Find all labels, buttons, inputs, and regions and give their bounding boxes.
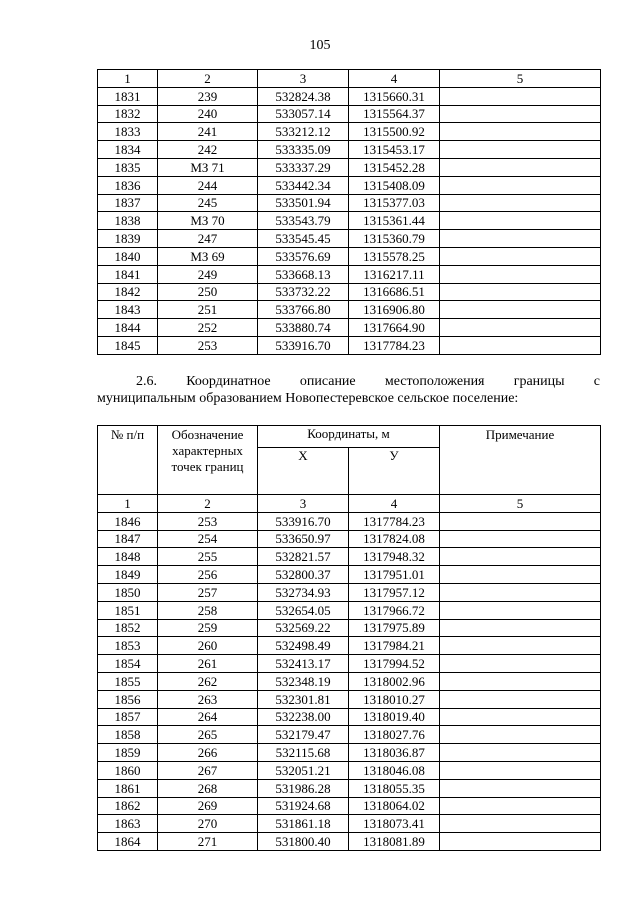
cell-y: 1318036.87 bbox=[349, 744, 440, 762]
cell-note bbox=[440, 530, 601, 548]
cell-note bbox=[440, 672, 601, 690]
cell-point-number: 1842 bbox=[98, 283, 158, 301]
cell-x: 533057.14 bbox=[258, 105, 349, 123]
cell-note bbox=[440, 761, 601, 779]
table-row bbox=[98, 601, 601, 619]
column-number: 3 bbox=[258, 495, 349, 513]
table-row bbox=[98, 212, 601, 230]
cell-note bbox=[440, 655, 601, 673]
cell-note bbox=[440, 833, 601, 851]
cell-point-designation: 261 bbox=[158, 655, 258, 673]
table-row bbox=[98, 761, 601, 779]
coordinates-table bbox=[97, 425, 601, 851]
cell-point-number: 1849 bbox=[98, 566, 158, 584]
table-row bbox=[98, 744, 601, 762]
cell-point-number: 1836 bbox=[98, 176, 158, 194]
cell-note bbox=[440, 265, 601, 283]
column-number: 5 bbox=[440, 495, 601, 513]
cell-x: 533501.94 bbox=[258, 194, 349, 212]
cell-point-designation: 247 bbox=[158, 230, 258, 248]
column-number: 2 bbox=[158, 70, 258, 88]
cell-note bbox=[440, 194, 601, 212]
cell-note bbox=[440, 566, 601, 584]
cell-note bbox=[440, 141, 601, 159]
cell-point-number: 1840 bbox=[98, 247, 158, 265]
cell-point-designation: 242 bbox=[158, 141, 258, 159]
header-x: X bbox=[258, 448, 349, 495]
cell-x: 532654.05 bbox=[258, 601, 349, 619]
cell-point-number: 1852 bbox=[98, 619, 158, 637]
cell-y: 1315408.09 bbox=[349, 176, 440, 194]
table-row bbox=[98, 548, 601, 566]
cell-point-designation: 253 bbox=[158, 336, 258, 354]
cell-x: 533916.70 bbox=[258, 336, 349, 354]
cell-point-designation: 253 bbox=[158, 512, 258, 530]
cell-y: 1317824.08 bbox=[349, 530, 440, 548]
table-row bbox=[98, 105, 601, 123]
cell-note bbox=[440, 105, 601, 123]
cell-point-designation: 252 bbox=[158, 319, 258, 337]
table-row bbox=[98, 655, 601, 673]
cell-point-designation: МЗ 69 bbox=[158, 247, 258, 265]
cell-point-designation: 240 bbox=[158, 105, 258, 123]
cell-y: 1317784.23 bbox=[349, 336, 440, 354]
cell-note bbox=[440, 637, 601, 655]
header-y: У bbox=[349, 448, 440, 495]
cell-x: 533880.74 bbox=[258, 319, 349, 337]
cell-note bbox=[440, 176, 601, 194]
cell-point-number: 1854 bbox=[98, 655, 158, 673]
section-heading-word: описание bbox=[299, 374, 356, 389]
table-row bbox=[98, 319, 601, 337]
cell-y: 1316686.51 bbox=[349, 283, 440, 301]
cell-point-designation: 258 bbox=[158, 601, 258, 619]
cell-y: 1317994.52 bbox=[349, 655, 440, 673]
cell-note bbox=[440, 247, 601, 265]
header-note: Примечание bbox=[440, 426, 601, 495]
cell-point-number: 1848 bbox=[98, 548, 158, 566]
cell-x: 531924.68 bbox=[258, 797, 349, 815]
cell-point-designation: 266 bbox=[158, 744, 258, 762]
column-number: 5 bbox=[440, 70, 601, 88]
cell-x: 532821.57 bbox=[258, 548, 349, 566]
section-heading bbox=[97, 373, 600, 407]
cell-point-number: 1864 bbox=[98, 833, 158, 851]
section-heading-word: с bbox=[593, 374, 600, 389]
cell-point-designation: 241 bbox=[158, 123, 258, 141]
cell-y: 1317951.01 bbox=[349, 566, 440, 584]
cell-note bbox=[440, 230, 601, 248]
cell-x: 533337.29 bbox=[258, 158, 349, 176]
cell-point-designation: 239 bbox=[158, 87, 258, 105]
cell-y: 1317664.90 bbox=[349, 319, 440, 337]
cell-y: 1318046.08 bbox=[349, 761, 440, 779]
cell-point-number: 1857 bbox=[98, 708, 158, 726]
cell-y: 1315361.44 bbox=[349, 212, 440, 230]
cell-x: 532569.22 bbox=[258, 619, 349, 637]
table-row bbox=[98, 815, 601, 833]
cell-point-number: 1838 bbox=[98, 212, 158, 230]
cell-point-number: 1846 bbox=[98, 512, 158, 530]
table-row bbox=[98, 690, 601, 708]
cell-y: 1315578.25 bbox=[349, 247, 440, 265]
cell-point-designation: 251 bbox=[158, 301, 258, 319]
cell-y: 1316217.11 bbox=[349, 265, 440, 283]
cell-y: 1318027.76 bbox=[349, 726, 440, 744]
cell-point-number: 1839 bbox=[98, 230, 158, 248]
table-row bbox=[98, 123, 601, 141]
table-row bbox=[98, 672, 601, 690]
table-row bbox=[98, 265, 601, 283]
cell-x: 532301.81 bbox=[258, 690, 349, 708]
table-row bbox=[98, 833, 601, 851]
cell-note bbox=[440, 158, 601, 176]
cell-note bbox=[440, 797, 601, 815]
cell-y: 1317784.23 bbox=[349, 512, 440, 530]
cell-note bbox=[440, 336, 601, 354]
cell-note bbox=[440, 619, 601, 637]
section-heading-line2: муниципальным образованием Новопестеревское сельское поселение: bbox=[97, 391, 519, 406]
section-heading-word: местоположения bbox=[384, 374, 485, 389]
cell-y: 1317975.89 bbox=[349, 619, 440, 637]
cell-point-number: 1831 bbox=[98, 87, 158, 105]
cell-x: 533543.79 bbox=[258, 212, 349, 230]
header-point-number: № п/п bbox=[98, 426, 158, 495]
cell-point-number: 1863 bbox=[98, 815, 158, 833]
cell-point-number: 1841 bbox=[98, 265, 158, 283]
cell-point-number: 1837 bbox=[98, 194, 158, 212]
page-number: 105 bbox=[309, 38, 331, 53]
header-point-designation: Обозначение характерных точек границ bbox=[158, 426, 258, 495]
cell-x: 533442.34 bbox=[258, 176, 349, 194]
cell-y: 1315452.28 bbox=[349, 158, 440, 176]
cell-point-number: 1835 bbox=[98, 158, 158, 176]
column-number-row bbox=[98, 70, 601, 88]
table-row bbox=[98, 619, 601, 637]
table-row bbox=[98, 301, 601, 319]
cell-x: 532800.37 bbox=[258, 566, 349, 584]
cell-x: 532824.38 bbox=[258, 87, 349, 105]
cell-point-designation: 262 bbox=[158, 672, 258, 690]
cell-x: 533732.22 bbox=[258, 283, 349, 301]
cell-x: 533545.45 bbox=[258, 230, 349, 248]
cell-point-designation: 249 bbox=[158, 265, 258, 283]
cell-x: 533766.80 bbox=[258, 301, 349, 319]
cell-note bbox=[440, 726, 601, 744]
column-number: 1 bbox=[98, 70, 158, 88]
table-row bbox=[98, 141, 601, 159]
cell-x: 531800.40 bbox=[258, 833, 349, 851]
cell-y: 1315564.37 bbox=[349, 105, 440, 123]
cell-point-designation: МЗ 70 bbox=[158, 212, 258, 230]
table-row bbox=[98, 512, 601, 530]
cell-point-number: 1861 bbox=[98, 779, 158, 797]
column-number: 2 bbox=[158, 495, 258, 513]
cell-y: 1317957.12 bbox=[349, 583, 440, 601]
cell-x: 532734.93 bbox=[258, 583, 349, 601]
cell-x: 532348.19 bbox=[258, 672, 349, 690]
cell-y: 1318055.35 bbox=[349, 779, 440, 797]
column-number: 1 bbox=[98, 495, 158, 513]
cell-y: 1317984.21 bbox=[349, 637, 440, 655]
cell-point-designation: 271 bbox=[158, 833, 258, 851]
cell-point-designation: 264 bbox=[158, 708, 258, 726]
cell-y: 1316906.80 bbox=[349, 301, 440, 319]
cell-point-designation: 244 bbox=[158, 176, 258, 194]
table-row bbox=[98, 583, 601, 601]
table-row bbox=[98, 779, 601, 797]
cell-note bbox=[440, 87, 601, 105]
cell-point-number: 1862 bbox=[98, 797, 158, 815]
table-row bbox=[98, 283, 601, 301]
section-heading-line1 bbox=[97, 373, 600, 390]
cell-point-designation: 255 bbox=[158, 548, 258, 566]
cell-point-designation: 263 bbox=[158, 690, 258, 708]
column-number: 4 bbox=[349, 70, 440, 88]
table-row bbox=[98, 194, 601, 212]
cell-y: 1318010.27 bbox=[349, 690, 440, 708]
cell-y: 1318002.96 bbox=[349, 672, 440, 690]
cell-x: 533212.12 bbox=[258, 123, 349, 141]
cell-y: 1318081.89 bbox=[349, 833, 440, 851]
cell-x: 533335.09 bbox=[258, 141, 349, 159]
cell-point-number: 1850 bbox=[98, 583, 158, 601]
section-heading-word: Координатное bbox=[186, 374, 271, 389]
cell-y: 1318019.40 bbox=[349, 708, 440, 726]
cell-point-number: 1851 bbox=[98, 601, 158, 619]
cell-point-designation: 254 bbox=[158, 530, 258, 548]
cell-x: 532413.17 bbox=[258, 655, 349, 673]
table-row bbox=[98, 336, 601, 354]
cell-point-designation: 269 bbox=[158, 797, 258, 815]
cell-point-number: 1844 bbox=[98, 319, 158, 337]
table-row bbox=[98, 637, 601, 655]
cell-point-designation: 260 bbox=[158, 637, 258, 655]
cell-note bbox=[440, 512, 601, 530]
table-row bbox=[98, 708, 601, 726]
cell-point-designation: 257 bbox=[158, 583, 258, 601]
cell-point-designation: 250 bbox=[158, 283, 258, 301]
section-heading-word: границы bbox=[513, 374, 565, 389]
cell-note bbox=[440, 601, 601, 619]
table-row bbox=[98, 726, 601, 744]
cell-note bbox=[440, 744, 601, 762]
cell-point-designation: 245 bbox=[158, 194, 258, 212]
cell-point-number: 1834 bbox=[98, 141, 158, 159]
cell-point-number: 1859 bbox=[98, 744, 158, 762]
cell-x: 533668.13 bbox=[258, 265, 349, 283]
cell-x: 532498.49 bbox=[258, 637, 349, 655]
column-number: 3 bbox=[258, 70, 349, 88]
cell-point-number: 1860 bbox=[98, 761, 158, 779]
cell-y: 1315660.31 bbox=[349, 87, 440, 105]
coordinates-table-continued bbox=[97, 69, 601, 355]
cell-x: 532238.00 bbox=[258, 708, 349, 726]
cell-y: 1318073.41 bbox=[349, 815, 440, 833]
cell-y: 1315377.03 bbox=[349, 194, 440, 212]
table-row bbox=[98, 158, 601, 176]
table-row bbox=[98, 530, 601, 548]
cell-point-number: 1853 bbox=[98, 637, 158, 655]
cell-x: 531986.28 bbox=[258, 779, 349, 797]
cell-point-designation: 270 bbox=[158, 815, 258, 833]
cell-note bbox=[440, 123, 601, 141]
table-row bbox=[98, 566, 601, 584]
cell-y: 1317966.72 bbox=[349, 601, 440, 619]
column-number: 4 bbox=[349, 495, 440, 513]
cell-x: 532179.47 bbox=[258, 726, 349, 744]
table-row bbox=[98, 87, 601, 105]
cell-point-designation: 268 bbox=[158, 779, 258, 797]
cell-y: 1318064.02 bbox=[349, 797, 440, 815]
table-row bbox=[98, 797, 601, 815]
table-header-row bbox=[98, 426, 601, 448]
table-row bbox=[98, 230, 601, 248]
cell-note bbox=[440, 708, 601, 726]
table-row bbox=[98, 176, 601, 194]
cell-x: 533916.70 bbox=[258, 512, 349, 530]
cell-x: 533576.69 bbox=[258, 247, 349, 265]
cell-point-number: 1843 bbox=[98, 301, 158, 319]
cell-point-number: 1856 bbox=[98, 690, 158, 708]
cell-point-designation: МЗ 71 bbox=[158, 158, 258, 176]
cell-y: 1315453.17 bbox=[349, 141, 440, 159]
cell-note bbox=[440, 319, 601, 337]
cell-point-number: 1833 bbox=[98, 123, 158, 141]
cell-point-number: 1832 bbox=[98, 105, 158, 123]
cell-y: 1317948.32 bbox=[349, 548, 440, 566]
cell-note bbox=[440, 690, 601, 708]
cell-note bbox=[440, 283, 601, 301]
cell-x: 532051.21 bbox=[258, 761, 349, 779]
cell-note bbox=[440, 779, 601, 797]
cell-point-number: 1855 bbox=[98, 672, 158, 690]
cell-point-designation: 259 bbox=[158, 619, 258, 637]
cell-note bbox=[440, 301, 601, 319]
cell-point-designation: 267 bbox=[158, 761, 258, 779]
cell-y: 1315500.92 bbox=[349, 123, 440, 141]
cell-x: 532115.68 bbox=[258, 744, 349, 762]
cell-point-number: 1858 bbox=[98, 726, 158, 744]
cell-x: 531861.18 bbox=[258, 815, 349, 833]
cell-note bbox=[440, 583, 601, 601]
section-heading-word: 2.6. bbox=[136, 374, 157, 389]
cell-note bbox=[440, 548, 601, 566]
table-row bbox=[98, 247, 601, 265]
cell-point-designation: 256 bbox=[158, 566, 258, 584]
header-coordinates: Координаты, м bbox=[258, 426, 440, 448]
cell-point-number: 1847 bbox=[98, 530, 158, 548]
column-number-row bbox=[98, 495, 601, 513]
cell-x: 533650.97 bbox=[258, 530, 349, 548]
cell-point-number: 1845 bbox=[98, 336, 158, 354]
cell-y: 1315360.79 bbox=[349, 230, 440, 248]
cell-point-designation: 265 bbox=[158, 726, 258, 744]
cell-note bbox=[440, 212, 601, 230]
cell-note bbox=[440, 815, 601, 833]
